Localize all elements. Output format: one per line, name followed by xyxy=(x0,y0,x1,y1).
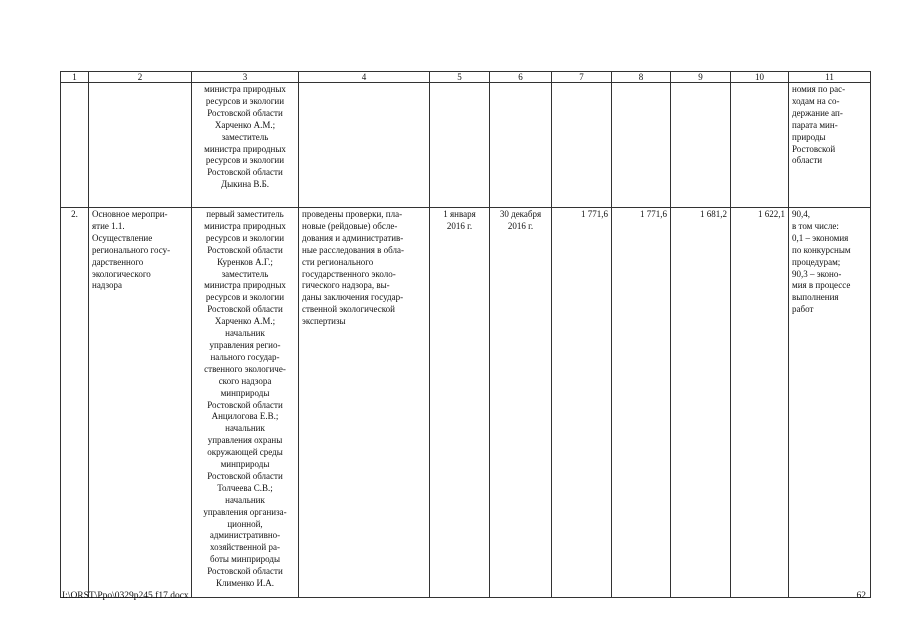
row2-activity: Основное меропри- ятие 1.1. Осуществление регионального госу- дарственного экологического надзора xyxy=(89,208,192,598)
row2-number: 2. xyxy=(61,208,89,598)
header-col-7: 7 xyxy=(552,72,612,83)
row1-start-date xyxy=(430,83,490,208)
row2-notes: 90,4, в том числе: 0,1 – экономия по конкурсным процедурам; 90,3 – эконо- мия в процессе выполнения работ xyxy=(789,208,871,598)
row1-activity xyxy=(89,83,192,208)
row2-value-9: 1 681,2 xyxy=(671,208,731,598)
row1-value-8 xyxy=(612,83,671,208)
table-row xyxy=(61,208,871,598)
page-number: 62 xyxy=(856,591,866,601)
row1-notes: номия по рас- ходам на со- держание ап- парата мин- природы Ростовской области xyxy=(789,83,871,208)
header-row xyxy=(61,72,871,83)
header-col-4: 4 xyxy=(299,72,430,83)
row2-responsible: первый заместитель министра природных ресурсов и экологии Ростовской области Куренков А.Г.; заместитель министра природных ресурсов и экологии Ростовской области Харченко А.М.; начальник управления регио- нального государ- ственного экологиче- ского надзора минприроды Ростовской области Анцилогова Е.В.; начальник управления охраны окружающей среды минприроды Ростовской области Толчеева С.В.; начальник управления организа- ционной, административно- хозяйственной ра- боты минприроды Ростовской области Клименко И.А. xyxy=(192,208,299,598)
header-col-8: 8 xyxy=(612,72,671,83)
row1-end-date xyxy=(490,83,552,208)
row2-value-10: 1 622,1 xyxy=(731,208,789,598)
row2-end-date: 30 декабря 2016 г. xyxy=(490,208,552,598)
header-col-10: 10 xyxy=(731,72,789,83)
header-col-6: 6 xyxy=(490,72,552,83)
row1-responsible: министра природных ресурсов и экологии Ростовской области Харченко А.М.; заместитель министра природных ресурсов и экологии Ростовской области Дыкина В.Б. xyxy=(192,83,299,208)
header-col-5: 5 xyxy=(430,72,490,83)
table-row xyxy=(61,83,871,208)
row1-value-7 xyxy=(552,83,612,208)
row2-value-7: 1 771,6 xyxy=(552,208,612,598)
row2-value-8: 1 771,6 xyxy=(612,208,671,598)
row1-value-10 xyxy=(731,83,789,208)
row2-start-date: 1 января 2016 г. xyxy=(430,208,490,598)
row1-value-9 xyxy=(671,83,731,208)
header-col-11: 11 xyxy=(789,72,871,83)
header-col-3: 3 xyxy=(192,72,299,83)
file-path: I:\ORST\Ppo\0329p245.f17.docx xyxy=(62,591,189,601)
row1-number xyxy=(61,83,89,208)
document-table xyxy=(60,71,871,598)
header-col-1: 1 xyxy=(61,72,89,83)
header-col-9: 9 xyxy=(671,72,731,83)
header-col-2: 2 xyxy=(89,72,192,83)
row2-result: проведены проверки, пла- новые (рейдовые) обсле- дования и административ- ные расследования в обла- сти регионального государственного эколо- гического надзора, вы- даны заключения государ- ственной экологической экспертизы xyxy=(299,208,430,598)
row1-result xyxy=(299,83,430,208)
